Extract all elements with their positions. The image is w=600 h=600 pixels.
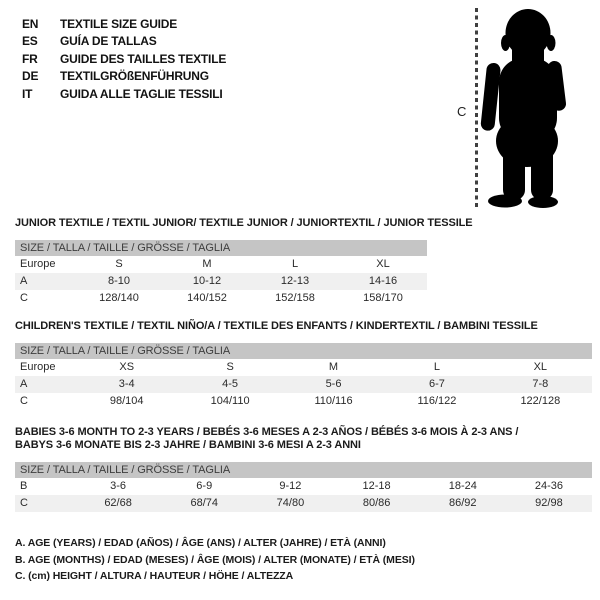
value-cell: 116/122 bbox=[417, 395, 457, 407]
language-title: TEXTILE SIZE GUIDE bbox=[60, 16, 178, 31]
value-cell: 12-13 bbox=[280, 275, 310, 287]
region-header-row bbox=[15, 256, 427, 273]
footnotes bbox=[15, 535, 415, 585]
value-cell: 98/104 bbox=[109, 395, 144, 407]
value-cell: 80/86 bbox=[362, 497, 391, 509]
language-row bbox=[22, 68, 226, 86]
value-cell: 104/110 bbox=[210, 395, 250, 407]
value-cell: 8-10 bbox=[107, 275, 131, 287]
size-header-bar: SIZE / TALLA / TAILLE / GRÖSSE / TAGLIA bbox=[15, 462, 592, 478]
value-cell: 92/98 bbox=[535, 497, 563, 509]
language-row bbox=[22, 33, 226, 51]
value-cell: 68/74 bbox=[190, 497, 219, 509]
value-cell: 110/116 bbox=[314, 395, 353, 407]
language-code: FR bbox=[22, 51, 38, 66]
value-cell: 24-36 bbox=[534, 480, 564, 492]
language-row bbox=[22, 15, 226, 33]
height-measure-dashed-line bbox=[475, 8, 478, 207]
value-cell: M bbox=[202, 258, 212, 270]
row-label: A bbox=[20, 378, 28, 390]
row-label: Europe bbox=[20, 361, 56, 373]
measurement-row bbox=[15, 376, 592, 393]
measurement-row bbox=[15, 478, 592, 495]
size-header-bar: SIZE / TALLA / TAILLE / GRÖSSE / TAGLIA bbox=[15, 343, 592, 359]
language-title-list bbox=[22, 15, 226, 103]
value-cell: 140/152 bbox=[187, 292, 227, 304]
value-cell: 7-8 bbox=[532, 378, 549, 390]
childrens-textile-table bbox=[15, 320, 592, 410]
size-header-bar: SIZE / TALLA / TAILLE / GRÖSSE / TAGLIA bbox=[15, 240, 427, 256]
value-cell: 152/158 bbox=[275, 292, 315, 304]
value-cell: 6-7 bbox=[428, 378, 445, 390]
value-cell: 12-18 bbox=[362, 480, 391, 492]
value-cell: 9-12 bbox=[279, 480, 302, 492]
language-code: ES bbox=[22, 34, 38, 49]
value-cell: 14-16 bbox=[368, 275, 398, 287]
row-label: C bbox=[20, 395, 28, 407]
measurement-row bbox=[15, 393, 592, 410]
value-cell: 3-4 bbox=[118, 378, 135, 390]
language-title: GUIDE DES TAILLES TEXTILE bbox=[60, 51, 227, 66]
height-label: C bbox=[457, 104, 467, 119]
value-cell: 10-12 bbox=[192, 275, 222, 287]
measurement-row bbox=[15, 273, 427, 290]
value-cell: L bbox=[291, 258, 299, 270]
table-title: BABYS 3-6 MONATE BIS 2-3 JAHRE / BAMBINI 3-6 MESI A 2-3 ANNI bbox=[15, 439, 361, 451]
region-header-row bbox=[15, 359, 592, 376]
language-title: GUÍA DE TALLAS bbox=[60, 34, 157, 49]
value-cell: 4-5 bbox=[222, 378, 239, 390]
language-title: TEXTILGRÖßENFÜHRUNG bbox=[60, 69, 209, 84]
language-code: DE bbox=[22, 69, 39, 84]
value-cell: 62/68 bbox=[104, 497, 132, 509]
value-cell: M bbox=[328, 361, 339, 373]
row-label: C bbox=[20, 292, 28, 304]
value-cell: XS bbox=[119, 361, 135, 373]
row-label: Europe bbox=[20, 258, 56, 270]
value-cell: L bbox=[433, 361, 440, 373]
value-cell: S bbox=[115, 258, 123, 270]
row-label: C bbox=[20, 497, 28, 509]
value-cell: 86/92 bbox=[449, 497, 477, 509]
language-code: EN bbox=[22, 16, 39, 31]
value-cell: 74/80 bbox=[276, 497, 305, 509]
measurement-row bbox=[15, 495, 592, 512]
value-cell: 122/128 bbox=[520, 395, 561, 407]
value-cell: S bbox=[226, 361, 234, 373]
language-code: IT bbox=[22, 86, 33, 101]
language-row bbox=[22, 50, 226, 68]
table-title: BABIES 3-6 MONTH TO 2-3 YEARS / BEBÉS 3-6 MESES A 2-3 AÑOS / BÉBÉS 3-6 MOIS À 2-3 ANS / bbox=[15, 426, 519, 438]
value-cell: 18-24 bbox=[448, 480, 477, 492]
value-cell: 158/170 bbox=[363, 292, 403, 304]
language-row bbox=[22, 85, 226, 103]
value-cell: 128/140 bbox=[99, 292, 139, 304]
value-cell: XL bbox=[533, 361, 548, 373]
table-title: JUNIOR TEXTILE / TEXTIL JUNIOR/ TEXTILE JUNIOR / JUNIORTEXTIL / JUNIOR TESSILE bbox=[15, 217, 473, 229]
value-cell: 5-6 bbox=[325, 378, 342, 390]
baby-silhouette-image bbox=[480, 6, 577, 208]
value-cell: 6-9 bbox=[196, 480, 213, 492]
junior-textile-table bbox=[15, 217, 473, 307]
table-title: CHILDREN'S TEXTILE / TEXTIL NIÑO/A / TEXTILE DES ENFANTS / KINDERTEXTIL / BAMBINI TESSILE bbox=[15, 320, 538, 332]
babies-textile-table bbox=[15, 426, 592, 512]
language-title: GUIDA ALLE TAGLIE TESSILI bbox=[60, 86, 223, 101]
measurement-row bbox=[15, 290, 427, 307]
footnote-line: C. (cm) HEIGHT / ALTURA / HAUTEUR / HÖHE / ALTEZZA bbox=[15, 570, 294, 582]
footnote-line: A. AGE (YEARS) / EDAD (AÑOS) / ÂGE (ANS) / ALTER (JAHRE) / ETÀ (ANNI) bbox=[15, 537, 386, 549]
row-label: B bbox=[20, 480, 28, 492]
row-label: A bbox=[20, 275, 28, 287]
value-cell: 3-6 bbox=[110, 480, 127, 492]
footnote-line: B. AGE (MONTHS) / EDAD (MESES) / ÂGE (MOIS) / ALTER (MONATE) / ETÀ (MESI) bbox=[15, 553, 415, 566]
value-cell: XL bbox=[376, 258, 390, 270]
